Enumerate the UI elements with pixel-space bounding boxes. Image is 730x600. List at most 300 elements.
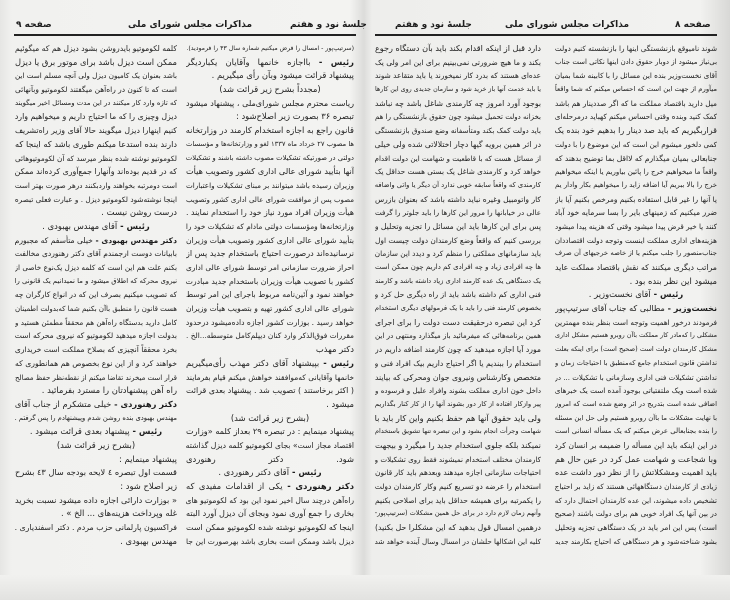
header-rule [14,34,356,36]
text-line [186,466,354,480]
line-text: ممکن است دیزل باشد برای موتور برق یا دیزل [15,56,177,67]
line-text: مورد آیا اجازه میدهید که چون کارمند اضافه داریم در [375,345,541,355]
text-line [186,329,354,343]
text-line [375,535,541,549]
line-text: پیر وازکار افتاده از کار دور بشوند آنها را از کار کنار بگذاریم [375,399,541,408]
line-text: لکوموتیو نوشته شده بنظر میرسد که آن لکوموتیوهائی [15,153,177,163]
line-text: بدولت اجازه میدهید لکوموتیو که نیروی محرکه است [15,331,177,341]
line-text: را یکمرتبه برای همیشه حداقل باید برای اصلاحی بکنیم [375,495,541,505]
text-line [375,425,541,439]
line-text: قسمت اول تبصره ٤ لایحه بودجه سال ٤٣ بشرح [15,467,177,478]
line-text: جنابعالی بمیان میگذارم که لااقل بما توضیح بدهند که [555,153,717,163]
text-line [555,179,717,193]
line-text: نرسانیده‌اند درصورت احتیاج باستخدام جدید پس از [186,249,354,259]
line-text: هیأت وزیران افراد مورد نیاز خود را استخدام نمایند . [186,208,354,218]
text-line [15,507,177,521]
line-text: شورای عالی اداری کشور تهیه و بتصویب هیأت وزیران [186,304,354,314]
text-line [375,110,541,124]
line-text: بی‌نیاز میشود از دوبار حقوق دادن اینها نکاتی است جناب [555,57,717,66]
line-text: (بشرح زیر قرائت شد) [230,412,310,423]
line-text: بکنم علت هم این است که کلمه دیزل یک‌نوع خاصی از [15,263,177,272]
line-text: بخزانه دولت تحمیل میشود چون حقوق بازنشستگی را هم [375,112,541,122]
line-text: قراربگیریم که باید صد دینار را بدهیم خود بنده یک [555,126,717,136]
line-text: مشکل کارمندان دولت است (صحیح است) برای اینکه بعلت [555,345,717,354]
text-line [186,124,354,138]
line-text: اینجا نوشته‌شود لکوموتیو دیزل . و عبارت فعلی تبصره [15,194,177,204]
text-line [15,466,177,480]
line-text: کارمندان مختلف استخدام نمیشوند فقط روی تشکیلات و [375,454,541,464]
text-line [15,261,177,275]
line-text: متخصص وکارشناس ونیروی جوان ومحرکی که بیایند [375,372,541,382]
text-line [555,165,717,179]
text-line [186,453,354,467]
line-text: جناب‌منصور را جلب میکنم یا از خاصه خرجیهای آن صرف [555,249,717,258]
line-text: با نهایت مشکلات ما باآن روبرو هستیم ولی حل این مسئله [555,413,717,422]
text-line [375,302,541,316]
text-line [15,439,177,453]
text-line [375,42,541,56]
line-text: یا آنها را غیر قابل استفاده بکنیم ومرخص بکنیم آیا باز [555,194,717,204]
text-line [15,42,177,56]
text-line [186,480,354,494]
text-line [186,316,354,330]
text-line [555,329,717,343]
line-text: را بنده بجنابعالی عرض میکنم که یک مسأله انسانی است [555,427,717,436]
text-line [15,165,177,179]
text-line [15,343,177,357]
line-text: باید سازمانهای مملکتی را منظم کرد و دیدد این سازمان [375,249,541,259]
line-text: پیشنهاد مینمایم : در تبصره ۲۹ بعداز کلمه «وزارت [186,426,354,437]
text-line [555,152,717,166]
line-text: کارمندی که واقعاً سابقه خوبی ندارد آن دیگر یا واتی واضافه [375,180,541,189]
line-text: وآنهم زمان لازم دارد در برای حل همین مشکلات (سرتیپ‌پور- [375,509,541,518]
line-text: یا باید خدمت آنها باز خرید شود و سازمان جدیدی روی این کارها [375,86,541,94]
line-text: در این اینکه باید این مسأله را ضمیمه بر انسان کرد [555,440,717,450]
line-text: کمی دلخور میشوم این است که این موضوع را با دولت [555,139,717,149]
speaker-name: رئیس - [310,56,354,67]
text-line [375,193,541,207]
line-text: (بشرح زیر قرائت شد) [56,439,136,450]
text-line [186,302,354,316]
line-text: میل دارید باقتصاد مملکت ما که اگر صددینار هم باشد [555,98,717,108]
text-line [15,329,177,343]
speaker-name: رئیس - [289,467,322,478]
text-column-right [186,42,354,548]
line-text: ضرر میکنیم که زمینهای بایر را بسا سرمایه خود آباد [555,208,717,218]
text-line [375,138,541,152]
text-line [186,288,354,302]
line-text: عالی در خیابانها را مرور این کارها را باید جلوتر را گرفت [375,208,541,218]
speaker-name: نخست‌وزیر - [664,304,717,314]
text-line [15,193,177,207]
text-line [186,83,354,97]
line-text: بوجود آورد امروز چه کارمندی شاغل باشد چه نباشد [375,98,541,108]
text-line [15,535,177,549]
line-text: هست قانون را منطبق باآن بکنیم شما که‌بدولت اطمینان [15,304,177,314]
text-line [186,275,354,289]
line-text: مراتب دیگری میکنند که نقش باقتصاد مملکت عاید [555,263,717,272]
line-text: خیلی متشکرم از جناب آقای [15,398,112,409]
line-text: در بین آنها یک افراد خوبی هم برای دولت باشند (صحیح [555,509,717,519]
line-text: بپیشنهاد آقای دکتر مهذب رأی‌میگیریم [186,357,320,368]
session-label: جلسهٔ نود و هفتم [290,20,367,30]
text-line [15,220,177,234]
line-text: ریاست محترم مجلس شورای‌ملی ، پیشنهاد میشود [186,98,354,108]
line-text: فنی اداری کم داشته باشد باید از راه دیگری حل کرد و [375,290,541,300]
line-text: بااجازه خانمها وآقایان یکباردیگر [186,56,311,67]
line-text: تشخیص داده میشوند، این عده کارمندان احتمال دارد که [555,495,717,505]
text-line [15,138,177,152]
text-line [15,247,177,261]
line-text: کلمه لکوموتیو بایدروشن بشود دیزل هم که میگوئیم [15,44,177,53]
text-line [375,412,541,426]
text-line [15,521,177,535]
text-line [555,398,717,412]
text-line [375,398,541,412]
text-line [375,261,541,275]
text-column-left [375,42,541,548]
text-line [555,288,717,302]
line-text: که تازه وارد کار میکنند در این مدت ومسائل اخیر میگویند [15,98,177,107]
text-line [186,179,354,193]
line-text: بخرد محققاً آنچیزی که بصلاح مملکت است خریداری [15,345,177,355]
speaker-name: دکتر رهنوردی - [111,398,177,409]
line-text: ها مصوب ۲۷ خرداد ماه ۱۳۳۷ لغو و وزارتخانه‌ها و مؤسسات [186,139,354,148]
text-line [375,316,541,330]
text-line [186,138,354,152]
line-text: کلیه این اشکالها حلشان در امسال وسال آینده خواهد شد [375,536,541,546]
text-line [15,494,177,508]
text-line [375,357,541,371]
line-text: احراز ضرورت سازمانی امر توسط شورای عالی اداری [186,263,354,272]
text-line [555,480,717,494]
line-text: خرج را بالا ببریم آیا اضافه زاید را میخواهیم بکار وادار یم [555,180,717,189]
line-text: آقای دکتر رهنوردی . [218,467,290,478]
speaker-name: دکتر رهنوردی - [282,481,354,491]
line-text: زیادی از کارمندان دستگاههائی هستند که زاید بر احتیاج [555,482,717,491]
line-text: که تصویب میکنیم بصرف این که در انواع کارگران چه [15,290,177,300]
text-line [186,165,354,179]
line-text: شهامت وجرأت انجام بشود و این تبصره تنها تشویق باستخدام [375,427,541,436]
line-text: خواهد کرد و کارمندی شاغل یک بستی هست حداقل یک [375,167,541,177]
line-text: ولی باید حقوق آنها هم حفظ بکنیم واین کار باید با [375,412,541,423]
line-text: استخدام را عرضه دو تسریع کنیم وکار کارمندان دولت [375,482,541,491]
text-line [186,56,354,70]
line-text: آقای مهندس بهبودی . [42,220,118,231]
text-line [15,97,177,111]
text-line [375,97,541,111]
line-text: مشکلی را که‌مادر کار مملکت باآن روبرو هستیم مشکل اداری [555,331,717,340]
text-line [555,97,717,111]
text-line [555,439,717,453]
text-line [186,220,354,234]
text-line [375,466,541,480]
text-line [186,97,354,111]
text-line [555,193,717,207]
text-line [555,69,717,83]
text-line [375,152,541,166]
line-text: مهندس بهبودی بنده روشن شدم وپیشنهادم را پس گرفتم . [15,413,177,422]
text-line [186,234,354,248]
text-line [375,371,541,385]
text-line [375,275,541,289]
text-line [555,494,717,508]
text-line [375,439,541,453]
text-column-right [555,42,717,548]
line-text: خانمها وآقایانی که‌موافقند خواهش میکنم قیام بفرمایند [186,372,354,382]
text-line [555,138,717,152]
line-text: اضافی شده است بتدریج در اثر وضع شده است که امروز [555,399,717,408]
text-line [375,69,541,83]
text-line [555,261,717,275]
line-text: مطالبی که جناب آقای سرتیپ‌پور [555,304,665,314]
line-text: داخل خون اداری مملکت بشوند وافراد علیل و فرسوده و [375,386,541,396]
line-text: شده است ویک ملتفتیاتی بوجود آمده است یک خبرهای [555,386,717,396]
text-line [186,193,354,207]
text-line [15,412,177,426]
text-line [555,220,717,234]
line-text: راه‌آهن درچند سال اخیر نمود این بود که لکوموتیو های [186,495,354,505]
line-text: درهمین امسال قول بدهید که این مشکلرا حل بکنید) [375,523,541,533]
text-line [15,83,177,97]
text-line [555,535,717,549]
text-line [186,521,354,535]
text-line [555,316,717,330]
line-text: استخدام را ببندیم یا اگر احتیاج داریم بیک افراد فنی و [375,358,541,368]
text-line [555,521,717,535]
text-line [555,247,717,261]
speaker-name: رئیس - [650,289,684,300]
text-line [375,521,541,535]
text-line [375,288,541,302]
text-line [375,83,541,97]
text-line [186,42,354,56]
line-text: است دومرتبه بخواهند واردبکنند درهر صورت بهتر است [15,180,177,190]
text-line [375,384,541,398]
line-text: خواهند نمود و آئین‌نامه مربوط باجرای این امر توسط [186,290,354,300]
line-text: نیروی محرکه که اطلاق میشود و ما نمیدانیم یک قانونی را [15,276,177,285]
header-rule [375,34,717,36]
text-line [15,152,177,166]
page-8 [365,0,730,600]
line-text: دیزل وچیزی را که ما احتیاج داریم و میخواهیم وارد [15,112,177,122]
line-text: وبا شجاعت و شهامت عمل کرد در عین حال هم [555,453,717,464]
speaker-name: دکتر مهندس بهبودی - [92,235,177,245]
line-text: کامل دارید بدستگاه راه‌آهن هم محققاً مطمئن هستید و [15,317,177,327]
text-line [15,384,177,398]
line-text: دیزل باشد وممکن است بخاری باشد بهرصورت این جا [186,536,354,546]
text-line [555,507,717,521]
text-line [15,179,177,193]
text-line [555,110,717,124]
line-text: خیلی متأسفم که مجبورم [15,235,93,245]
line-text: خواهد رسید . بوزارت کشور اجازه داده‌میشود درحدود [186,317,354,327]
text-line [186,371,354,385]
line-text: (مجدداً بشرح زیر قرائت شد) [219,84,321,95]
line-text: بررسی کنیم که واقعاً وضع کارمندان دولت چیست اول [375,235,541,245]
text-line [15,398,177,412]
text-line [555,412,717,426]
text-line [15,357,177,371]
line-text: بخصوص کارمند فنی را باید با یک فرمولهای دیگری استخدام [375,304,541,313]
line-text: (سرتیپ‌پور - امسال را فرض میکنیم شماره سال ۴۳ را فرمودید). [186,45,354,52]
line-text: وزیران رسیده باشد میتوانند بر مبنای تشکیلات واعتبارات [186,180,354,190]
text-line [555,302,717,316]
text-column-left [15,42,177,548]
text-line [186,206,354,220]
text-line [375,220,541,234]
text-line [375,480,541,494]
scan-bottom-edge [0,575,730,600]
line-text: باشد بعنوان یک کامیون دیزل ولی آنچه مسلم است این [15,71,177,81]
line-text: زیر اصلاح شود : [120,481,177,491]
text-line [186,425,354,439]
text-line [186,412,354,426]
line-text: ها چه افرادی زیاد و چه افرادی کم داریم چون ممکن است [375,263,541,271]
line-text: آقای نخست‌وزیر بنده این مسائل را با کابینه شما بمیان [555,71,717,81]
line-text: پیشنهاد قرائت میشود وبآن رأی میگیریم . [211,70,354,81]
line-text: شوند نامیوقع بازنشستگی اینها را بازنشسته کنیم دولت [555,44,717,53]
line-text: میشود . [326,398,354,409]
text-line [15,56,177,70]
line-text: باید اهمیت ومشکلاتش را از نظر دور داشت عده [555,467,717,478]
text-line [15,425,177,439]
line-text: راه آهن پیشنهادتان را مسترد بفرمائید . [41,385,177,396]
line-text: نداشتن تشکیلات فنی اداری وسازمانی با تشکیلات ... در [555,372,717,382]
line-text: کنند یا خیر قرض پیدا میشود وقتی که هزینه پیدا میشود [555,221,717,231]
line-text: است که تا کنون در راه‌آهن میگفتند لکوموتیو وبآنهائی [15,85,177,95]
text-line [15,288,177,302]
text-line [555,371,717,385]
line-text: ( اکثر برخاستند ) تصویب شد . پیشنهاد بعدی قرائت [186,386,354,396]
text-line [375,165,541,179]
line-text: بشود شناخته‌شود و هر دستگاهی که احتیاج بکارمند جدید [555,536,717,546]
line-text: همین برنامه‌هائی که میفرمائید باز میگذارد ومنتهی در این [375,331,541,341]
line-text: غله وپرداخت هزینه‌های ... الخ » . [60,508,177,519]
line-text: است) پس این امر باید در یک دستگاهی تجزیه وتحلیل [555,523,717,533]
text-line [555,466,717,480]
session-label: جلسهٔ نود و هفتم [395,20,472,30]
speaker-name: رئیس - [319,357,354,368]
line-text: خواهند کرد و از این نوع بخصوص هم همانطوری که [15,358,177,368]
line-text: هزینه‌های اداری مملکت اینست وتوجه دولت اقتصاددان [555,235,717,245]
text-line [15,206,177,220]
line-text: از مسائل هست که با قاطعیت و شهامت این دولت اقدام [375,153,541,163]
line-text: فراکسیون پارلمانی حزب مردم . دکتر اسفندیاری . [15,523,177,533]
text-line [375,453,541,467]
speaker-name: رئیس - [129,426,163,437]
line-text: مقررات فوق‌الذکر وارد کنان دیپلم‌کامل متوسطه...الخ . [186,331,354,341]
text-line [555,56,717,70]
line-text: بابیانات دوست ارجمندم آقای دکتر رهنوردی مخالفت [15,249,177,259]
text-line [555,384,717,398]
line-text: درست روشن نیست . [101,207,177,218]
text-line [15,234,177,248]
text-line [555,453,717,467]
text-line [186,535,354,549]
text-line [186,247,354,261]
line-text: عده‌ای هستند که بدرد کار نمیخورند یا باید متقاعد شوند [375,71,541,81]
line-text: دولتی در صورتیکه تشکیلات مصوب داشته باشند و تشکیلات [186,153,354,162]
text-line [555,357,717,371]
text-line [15,371,177,385]
line-text: احتیاجات سازمانی اجازه میدهند وبعدهم باید کار قانون [375,468,541,478]
line-text: نمیکند بلکه جلوی استخدام جدید را میگیرد و بیجهت [375,440,541,450]
line-text: بتأیید شورای عالی اداری کشور وتصویب هیأت وزیران [186,235,354,245]
text-line [555,234,717,248]
text-line [555,425,717,439]
line-text: اقتصاد مجاز است» بجای لکوموتیو کلمه دیزل گذاشته [186,440,354,450]
text-line [186,494,354,508]
text-line [186,152,354,166]
line-text: بکند و ما هیچ ضرورتی نمی‌بینیم برای این امر ولی یک [375,57,541,67]
line-text: میشود این نظر بنده بود . [629,275,717,286]
line-text: دکتر مهذب [315,344,354,355]
line-text: کرد این تبصره درحقیقت دست دولت را برای اجرای [375,317,541,327]
text-line [15,110,177,124]
line-text: تبصره ۳۶ بصورت زیر اصلاح‌شود : [235,111,354,122]
line-text: نداشتن قانون استخدام جامع که‌منطبق با احتیاجات زمان و [555,358,717,367]
line-text: مهندس بهبودی . [120,535,177,546]
line-text: پیشنهاد مینمایم : [119,453,177,464]
line-text: قانون راجع به اجازه استخدام کارمند در وزارتخانه [186,125,354,136]
line-text: وزارتخانه‌ها ومؤسسات دولتی مادام که تشکیلات خود را [186,221,354,231]
text-line [186,357,354,371]
text-line [15,302,177,316]
text-line [375,247,541,261]
text-line [555,83,717,97]
text-line [15,453,177,467]
text-line [555,124,717,138]
text-line [15,69,177,83]
line-text: دارد قبل از اینکه اقدام بکند باید بآن دستگاه رجوع [375,43,541,53]
text-line [186,384,354,398]
line-text: که در قدیم بوده‌اند وآنهارا جمع‌آوری کرده‌اند ممکن [15,167,177,177]
page-title: مذاکرات مجلس شورای ملی [128,20,253,30]
line-text: بخاری را جمع آوری نمود وبجای آن دیزل آورد البته [186,508,354,519]
line-text: شود. دکتر رهنوردی [186,453,354,464]
line-text: اینجا که لکوموتیو نوشته شده لکوموتیو ممکن است [186,523,354,533]
line-text: یکی از اقدامات مفیدی که [186,481,283,491]
page-title: مذاکرات مجلس شورای ملی [505,20,630,30]
text-line [375,494,541,508]
line-text: کار واتومبیل وغیره نباید داشته باشد که بعنوان بازرس [375,194,541,204]
line-text: میآورم از جهت این است که احساس میکنم که شما واقعاً [555,85,717,94]
page-number: صفحه ۹ [16,20,52,30]
text-line [186,69,354,83]
text-line [15,480,177,494]
line-text: آنها بتأیید شورای عالی اداری کشور وتصویب هیأت [186,166,354,177]
line-text: در اثر همین برویه گیها دچار اختلالاتی شده ولی خیلی [375,139,541,149]
text-line [186,110,354,124]
text-line [186,343,354,357]
line-text: کنیم اینهارا دیزل میگویند حالا آقای وزیر راه‌تشریف [15,126,177,136]
text-line [375,343,541,357]
text-line [15,124,177,138]
text-line [375,124,541,138]
text-line [15,275,177,289]
text-line [15,316,177,330]
line-text: مصوب پس از موافقت شورای عالی اداری کشور وتصویب [186,194,354,204]
text-line [375,507,541,521]
text-line [375,329,541,343]
page-number: صفحه ۸ [675,20,711,30]
text-line [375,179,541,193]
line-text: قرار است میخرند تقاضا میکنم از نقطه‌نظر حفظ مصالح [15,372,177,382]
line-text: پیشنهاد بعدی قرائت میشود . [29,426,130,437]
text-line [375,234,541,248]
line-text: واقعاً ما میخواهیم خرج را پائین بیاوریم یا اینکه میخواهیم [555,167,717,177]
